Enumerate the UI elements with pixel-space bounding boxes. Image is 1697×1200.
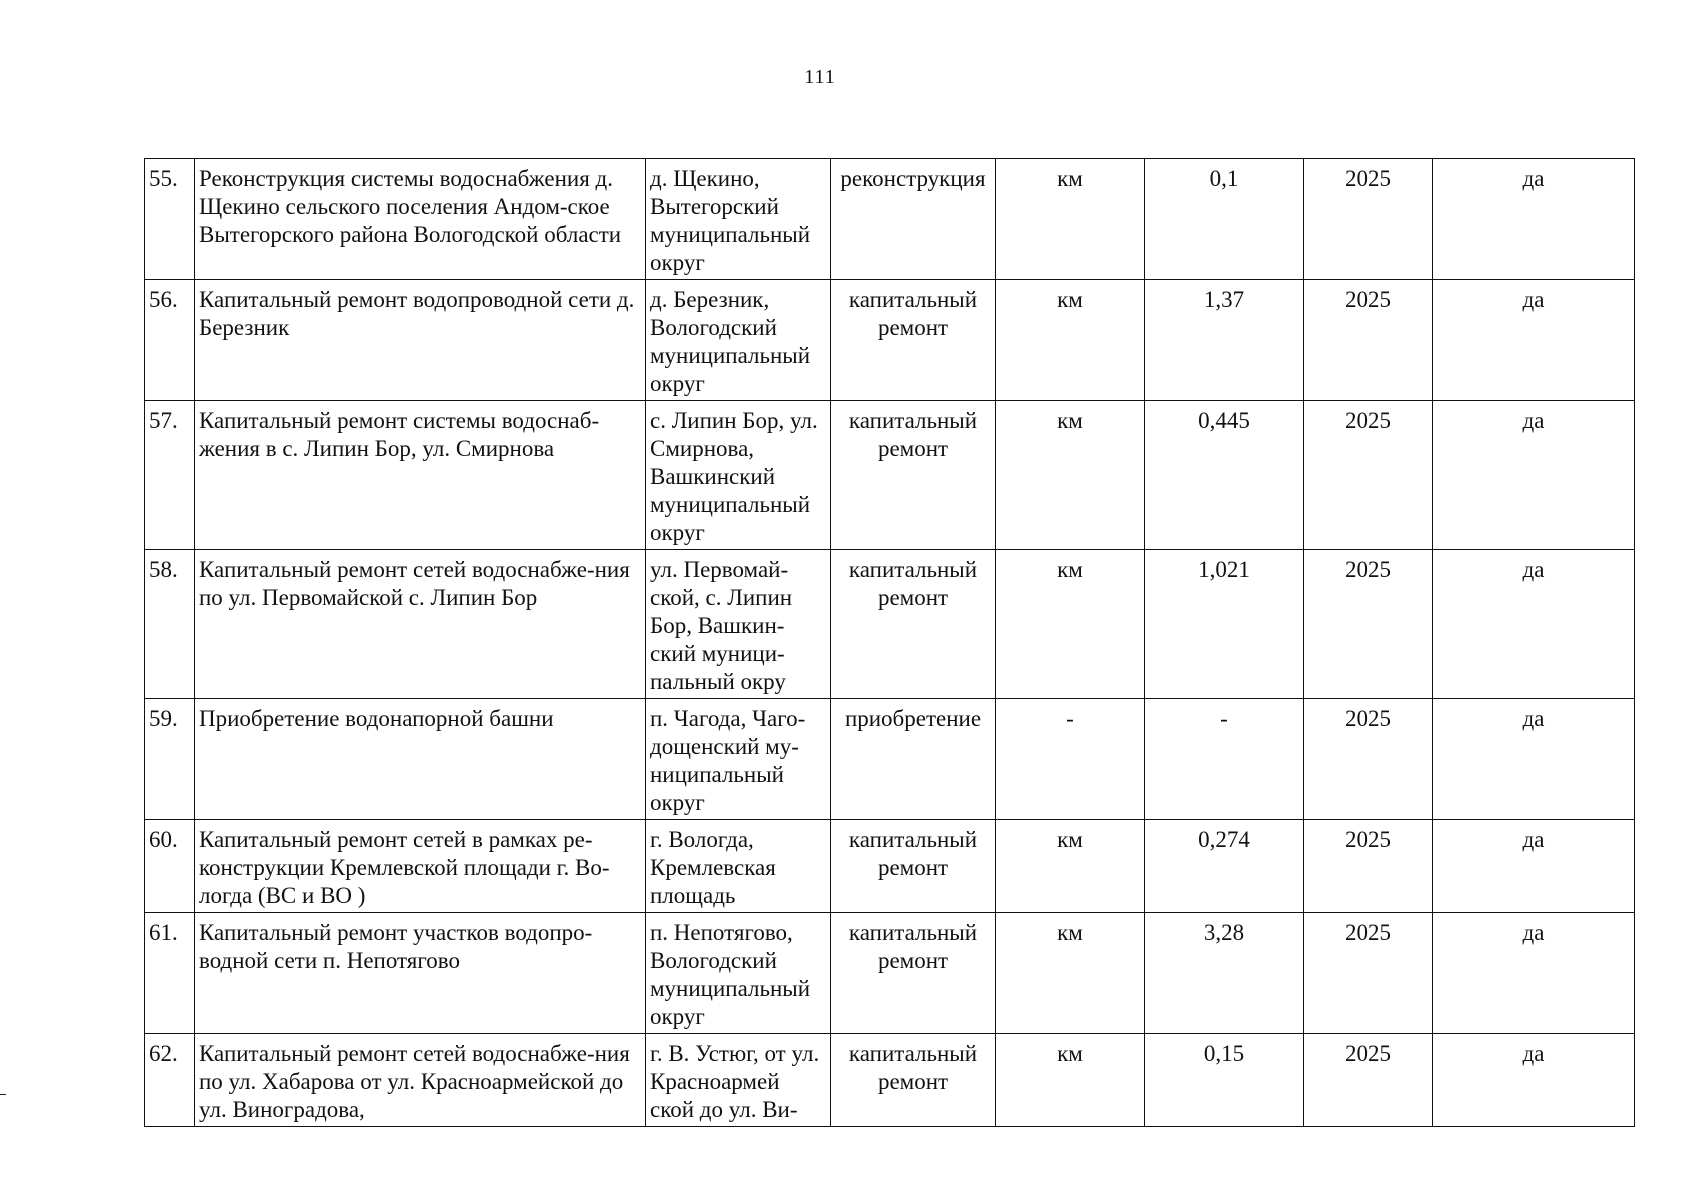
work-type: капитальный ремонт [831, 913, 996, 1034]
table-row [145, 159, 1635, 280]
quantity: 0,274 [1145, 820, 1304, 913]
quantity: 0,1 [1145, 159, 1304, 280]
projects-table [144, 158, 1635, 1127]
flag: да [1433, 280, 1635, 401]
quantity: 3,28 [1145, 913, 1304, 1034]
project-location: п. Чагода, Чаго-дощенский му-ниципальный округ [646, 699, 831, 820]
unit: км [996, 1034, 1145, 1127]
project-location: г. Вологда, Кремлевская площадь [646, 820, 831, 913]
project-name: Капитальный ремонт сетей водоснабже-ния по ул. Первомайской с. Липин Бор [195, 550, 646, 699]
quantity: 0,445 [1145, 401, 1304, 550]
row-number: 57. [145, 401, 195, 550]
year: 2025 [1304, 159, 1433, 280]
row-number: 61. [145, 913, 195, 1034]
unit: км [996, 280, 1145, 401]
year: 2025 [1304, 1034, 1433, 1127]
flag: да [1433, 159, 1635, 280]
table-row [145, 550, 1635, 699]
year: 2025 [1304, 401, 1433, 550]
project-name: Капитальный ремонт водопроводной сети д. Березник [195, 280, 646, 401]
work-type: капитальный ремонт [831, 401, 996, 550]
row-number: 59. [145, 699, 195, 820]
table-row [145, 1034, 1635, 1127]
project-name: Капитальный ремонт участков водопро-водной сети п. Непотягово [195, 913, 646, 1034]
work-type: реконструкция [831, 159, 996, 280]
unit: км [996, 913, 1145, 1034]
row-number: 56. [145, 280, 195, 401]
unit: км [996, 401, 1145, 550]
year: 2025 [1304, 820, 1433, 913]
project-location: д. Березник, Вологодский муниципальный округ [646, 280, 831, 401]
quantity: 0,15 [1145, 1034, 1304, 1127]
work-type: капитальный ремонт [831, 1034, 996, 1127]
row-number: 55. [145, 159, 195, 280]
table-row [145, 280, 1635, 401]
unit: км [996, 159, 1145, 280]
work-type: капитальный ремонт [831, 550, 996, 699]
unit: км [996, 820, 1145, 913]
flag: да [1433, 401, 1635, 550]
project-name: Приобретение водонапорной башни [195, 699, 646, 820]
year: 2025 [1304, 699, 1433, 820]
work-type: капитальный ремонт [831, 280, 996, 401]
quantity: 1,37 [1145, 280, 1304, 401]
row-number: 60. [145, 820, 195, 913]
project-location: п. Непотягово, Вологодский муниципальный округ [646, 913, 831, 1034]
project-name: Капитальный ремонт сетей в рамках ре-конструкции Кремлевской площади г. Во-логда (ВС и ВО ) [195, 820, 646, 913]
project-location: ул. Первомай-ской, с. Липин Бор, Вашкин-ский муници-пальный окру [646, 550, 831, 699]
quantity: - [1145, 699, 1304, 820]
row-number: 62. [145, 1034, 195, 1127]
flag: да [1433, 550, 1635, 699]
margin-mark [0, 1094, 6, 1095]
quantity: 1,021 [1145, 550, 1304, 699]
year: 2025 [1304, 550, 1433, 699]
project-location: с. Липин Бор, ул. Смирнова, Вашкинский муниципальный округ [646, 401, 831, 550]
page-number: 111 [804, 66, 836, 88]
unit: - [996, 699, 1145, 820]
work-type: приобретение [831, 699, 996, 820]
flag: да [1433, 1034, 1635, 1127]
table-row [145, 820, 1635, 913]
project-location: д. Щекино, Вытегорский муниципальный округ [646, 159, 831, 280]
table-row [145, 699, 1635, 820]
flag: да [1433, 913, 1635, 1034]
year: 2025 [1304, 913, 1433, 1034]
table-row [145, 401, 1635, 550]
table-row [145, 913, 1635, 1034]
year: 2025 [1304, 280, 1433, 401]
flag: да [1433, 820, 1635, 913]
flag: да [1433, 699, 1635, 820]
work-type: капитальный ремонт [831, 820, 996, 913]
project-name: Капитальный ремонт сетей водоснабже-ния по ул. Хабарова от ул. Красноармейской до ул. Виноградова, [195, 1034, 646, 1127]
row-number: 58. [145, 550, 195, 699]
unit: км [996, 550, 1145, 699]
project-location: г. В. Устюг, от ул. Красноармей ской до ул. Ви- [646, 1034, 831, 1127]
project-name: Капитальный ремонт системы водоснаб-жения в с. Липин Бор, ул. Смирнова [195, 401, 646, 550]
project-name: Реконструкция системы водоснабжения д. Щекино сельского поселения Андом-ское Вытегорского района Вологодской области [195, 159, 646, 280]
